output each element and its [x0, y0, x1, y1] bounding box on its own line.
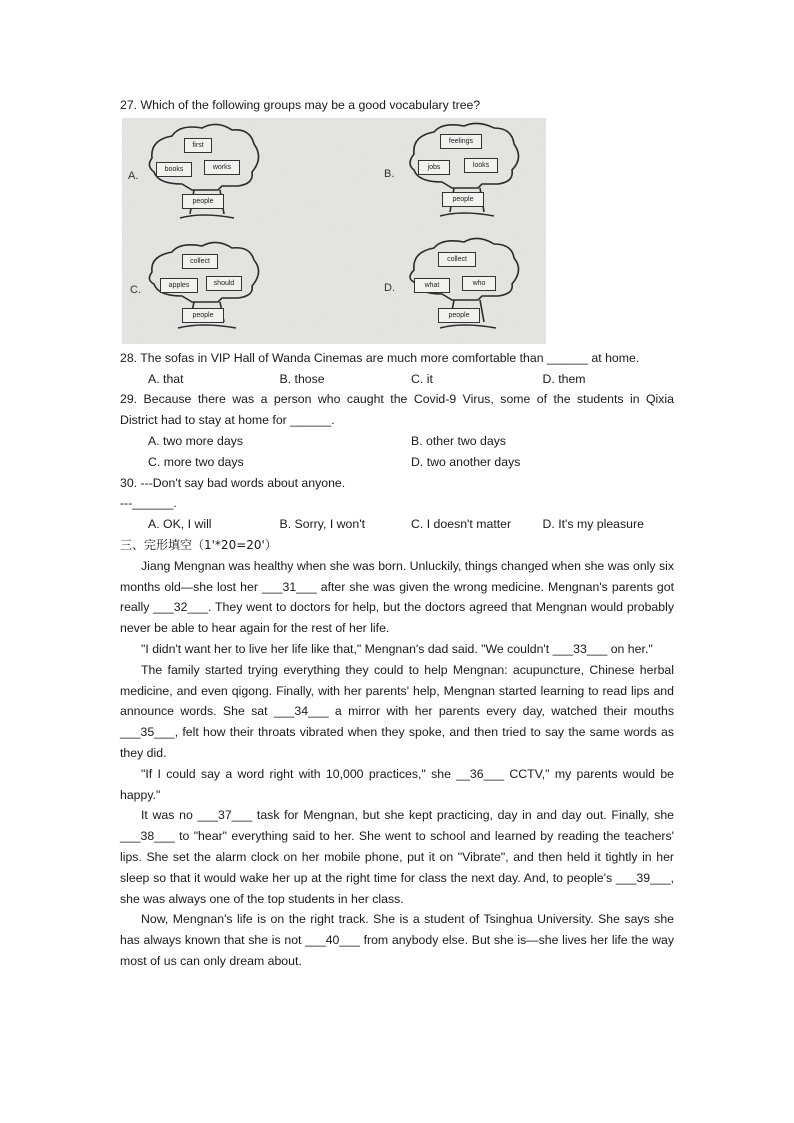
tree-c-word: should: [206, 276, 242, 291]
option-c[interactable]: C. more two days: [148, 454, 244, 469]
vocabulary-tree-photo: [122, 118, 546, 344]
option-a[interactable]: A. that: [148, 371, 184, 386]
section-heading: 三、完形填空（1'*20=20'）: [120, 537, 277, 552]
tree-b-word: looks: [464, 158, 498, 173]
tree-a-word: people: [182, 194, 224, 209]
q29-options-row2: [120, 452, 674, 473]
passage-paragraph: "I didn't want her to live her life like that," Mengnan's dad said. "We couldn't ___33___ on her.": [141, 641, 653, 656]
q29-stem-line1: 29. Because there was a person who caught the Covid-9 Virus, some of the students in Qixia: [120, 392, 674, 407]
tree-c-letter: C.: [130, 283, 141, 296]
tree-d-word: people: [438, 308, 480, 323]
option-b[interactable]: B. Sorry, I won't: [279, 517, 365, 532]
option-b[interactable]: B. those: [279, 371, 325, 386]
option-d[interactable]: D. them: [542, 371, 586, 386]
option-c[interactable]: C. it: [411, 371, 433, 386]
tree-a-word: works: [204, 160, 240, 175]
q30-stem: 30. ---Don't say bad words about anyone.: [120, 475, 346, 490]
option-d[interactable]: D. It's my pleasure: [542, 517, 644, 532]
tree-b-word: feelings: [440, 134, 482, 149]
q30-reply: ---______.: [120, 496, 177, 511]
tree-b-word: people: [442, 192, 484, 207]
option-c[interactable]: C. I doesn't matter: [411, 517, 512, 532]
option-a[interactable]: A. two more days: [148, 433, 243, 448]
passage-paragraph: The family started trying everything they could to help Mengnan: acupuncture, Chinese herbal medicine, and even qigong. Finally, with her parents' help, Mengnan started learning to read lips and announce words. She sat ___34___ a mirror with her parents every day, watched their mouths ___35___, felt how their throats vibrated when they spoke, and then tried to say the same words as they did.: [120, 662, 674, 760]
tree-d-word: collect: [438, 252, 476, 267]
tree-c-word: people: [182, 308, 224, 323]
tree-d-word: who: [462, 276, 496, 291]
passage-paragraph: "If I could say a word right with 10,000 practices," she __36___ CCTV," my parents would be happy.": [120, 766, 674, 802]
tree-b-letter: B.: [384, 167, 395, 180]
exam-page: [120, 95, 674, 972]
passage-paragraph: Jiang Mengnan was healthy when she was born. Unluckily, things changed when she was only six months old—she lost her ___31___ after she was given the wrong medicine. Mengnan's parents got really ___32___. They went to doctors for help, but the doctors agreed that Mengnan would probably never be able to hear again for the rest of her life.: [120, 558, 674, 636]
option-d[interactable]: D. two another days: [411, 454, 521, 469]
tree-d-letter: D.: [384, 281, 395, 294]
tree-a-word: books: [156, 162, 192, 177]
tree-d-word: what: [414, 278, 450, 293]
tree-a-word: first: [184, 138, 212, 153]
q29-options-row1: [120, 431, 674, 452]
option-b[interactable]: B. other two days: [411, 433, 507, 448]
cloze-passage: [120, 556, 674, 972]
option-a[interactable]: A. OK, I will: [148, 517, 212, 532]
passage-paragraph: Now, Mengnan's life is on the right track. She is a student of Tsinghua University. She says she has always known that she is not ___40___ from anybody else. But she is—she lives her life the way most of us can only dream about.: [120, 912, 674, 968]
tree-c-word: collect: [182, 254, 218, 269]
q27-stem: 27. Which of the following groups may be a good vocabulary tree?: [120, 98, 481, 112]
tree-c-word: apples: [160, 278, 198, 293]
q30-options: [120, 514, 674, 535]
tree-a-letter: A.: [128, 169, 139, 182]
passage-paragraph: It was no ___37___ task for Mengnan, but she kept practicing, day in and day out. Finally, she ___38___ to "hear" everything said to her. She went to school and learned by reading the teachers' lips. She set the alarm clock on her mobile phone, put it on "Vibrate", and then held it tightly in her sleep so that it would wake her up at the right time for class the next day. And, to people's ___39___, she was always one of the top students in her class.: [120, 808, 674, 906]
tree-b-word: jobs: [418, 160, 450, 175]
q29-stem-line2: District had to stay at home for ______.: [120, 413, 335, 428]
q28-options: [120, 369, 674, 390]
q28-stem: 28. The sofas in VIP Hall of Wanda Cinemas are much more comfortable than ______ at home.: [120, 350, 640, 365]
